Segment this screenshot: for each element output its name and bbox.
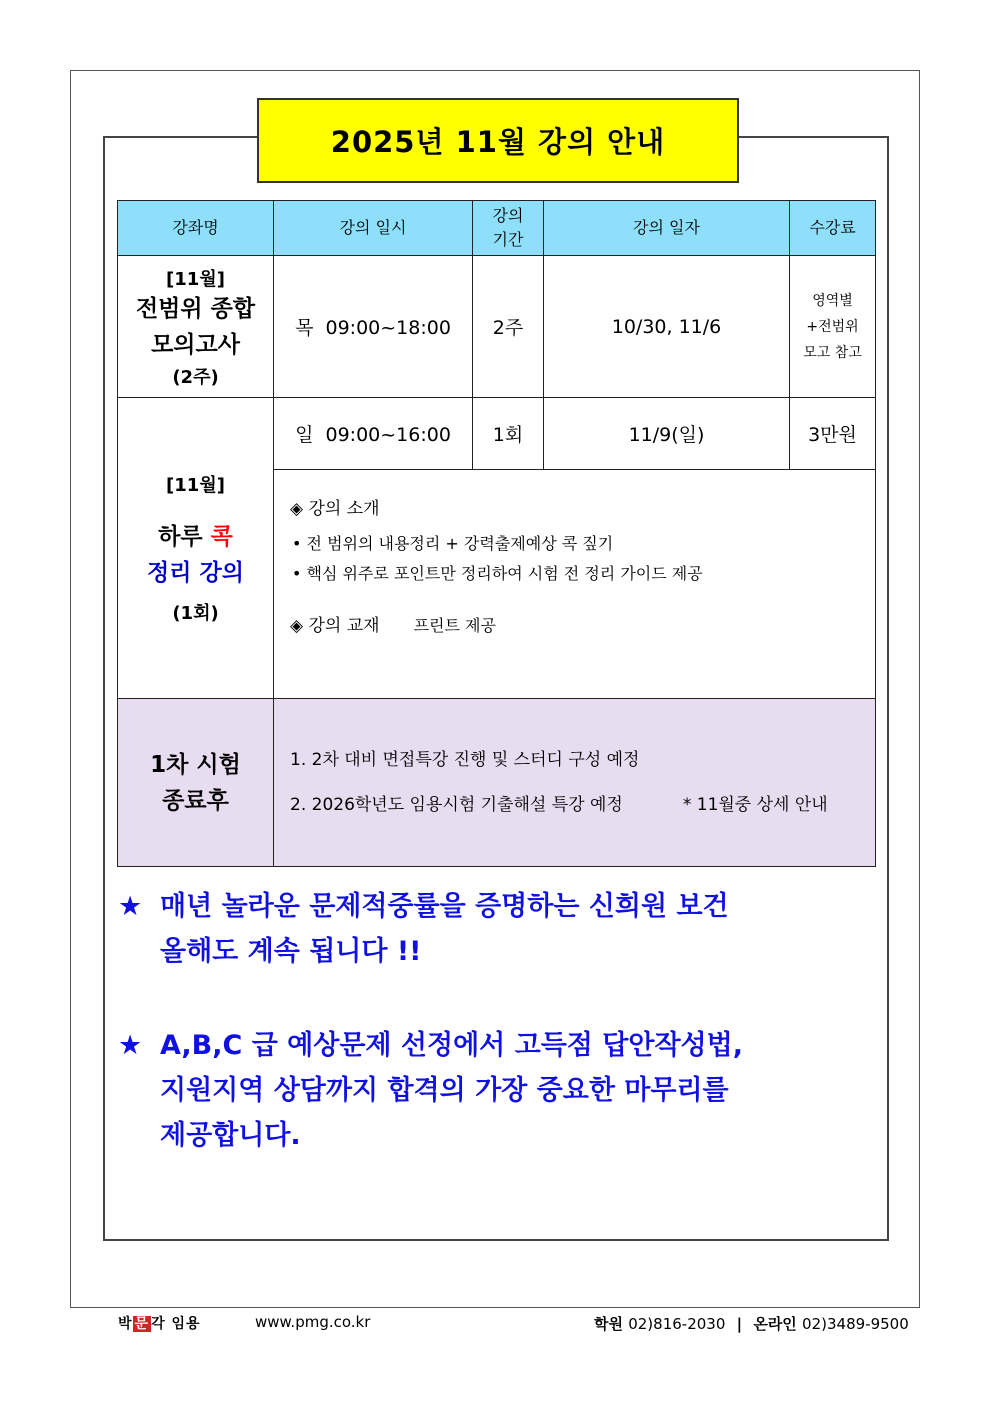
course-date: 10/30, 11/6	[544, 256, 790, 398]
star-icon: ★	[118, 1030, 143, 1061]
list-item: • 핵심 위주로 포인트만 정리하여 시험 전 정리 가이드 제공	[292, 564, 703, 583]
course-name-one-day: [11월] 하루 콕 정리 강의 (1회)	[118, 398, 274, 699]
header-schedule: 강의 일시	[274, 201, 473, 256]
course-date: 11/9(일)	[544, 398, 790, 470]
header-course-name: 강좌명	[118, 201, 274, 256]
course-schedule: 일 09:00~16:00	[274, 398, 473, 470]
header-date: 강의 일자	[544, 201, 790, 256]
table-row	[118, 398, 876, 470]
page-title: 2025년 11월 강의 안내	[257, 98, 739, 183]
website-link[interactable]: www.pmg.co.kr	[255, 1313, 371, 1331]
header-period: 강의 기간	[473, 201, 544, 256]
table-header-row	[118, 201, 876, 256]
course-name-mock-exam: [11월] 전범위 종합 모의고사 (2주)	[118, 256, 274, 398]
publisher-logo: 박 문 각 임용	[118, 1316, 201, 1332]
lecture-table	[117, 200, 876, 867]
table-row	[118, 256, 876, 398]
course-schedule: 목 09:00~18:00	[274, 256, 473, 398]
highlight-paragraph-2: ★ A,B,C 급 예상문제 선정에서 고득점 답안작성법, 지원지역 상담까지 합격의 가장 중요한 마무리를 제공합니다.	[118, 1023, 818, 1158]
list-item: 1. 2차 대비 면접특강 진행 및 스터디 구성 예정	[290, 749, 640, 770]
header-fee: 수강료	[790, 201, 876, 256]
textbook-line: ◈ 강의 교재 프린트 제공	[290, 616, 496, 636]
course-period: 2주	[473, 256, 544, 398]
course-fee: 3만원	[790, 398, 876, 470]
table-row	[118, 699, 876, 867]
course-intro	[274, 470, 876, 699]
list-item: • 전 범위의 내용정리 + 강력출제예상 콕 짚기	[292, 534, 614, 553]
contact-phones: 학원 02)816-2030 | 온라인 02)3489-9500	[594, 1315, 909, 1333]
highlight-paragraph-1: ★ 매년 놀라운 문제적중률을 증명하는 신희원 보건 올해도 계속 됩니다 !!	[118, 884, 818, 974]
star-icon: ★	[118, 891, 143, 922]
course-fee: 영역별 +전범위 모고 참고	[790, 256, 876, 398]
course-name-after-exam: 1차 시험 종료후	[118, 699, 274, 867]
course-period: 1회	[473, 398, 544, 470]
intro-heading: ◈ 강의 소개	[290, 499, 380, 519]
list-item: 2. 2026학년도 임용시험 기출해설 특강 예정 * 11월중 상세 안내	[290, 794, 828, 815]
after-exam-notes	[274, 699, 876, 867]
